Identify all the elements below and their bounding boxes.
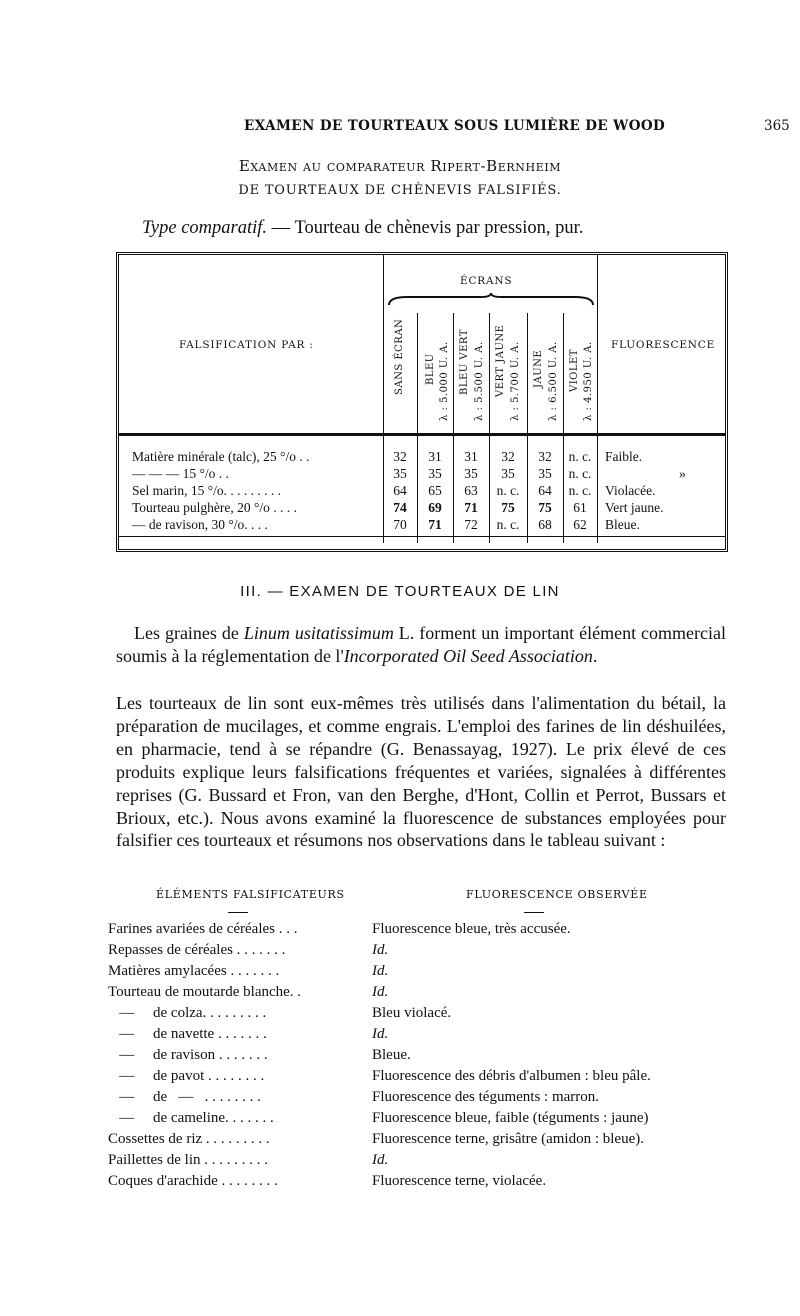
list-item (108, 942, 748, 963)
item-value: Fluorescence terne, violacée. (372, 1173, 547, 1189)
cell-value: 31 (464, 449, 478, 464)
cell-value: 74 (393, 500, 407, 515)
cell-value: 63 (464, 483, 478, 498)
list-item (108, 963, 748, 984)
section-title: III. — EXAMEN DE TOURTEAUX DE LIN (240, 583, 560, 600)
item-label: — de cameline. . . . . . . (108, 1110, 274, 1126)
item-value: Fluorescence des débris d'albumen : bleu pâle. (372, 1068, 651, 1084)
data-table (116, 252, 728, 552)
cell-value: n. c. (496, 483, 520, 498)
cell-value: 35 (464, 466, 478, 481)
list-item (108, 921, 748, 942)
item-value: Bleu violacé. (372, 1005, 452, 1021)
col-jaune: JAUNE (533, 349, 544, 388)
list-item (108, 1152, 748, 1173)
item-label: Paillettes de lin . . . . . . . . . (108, 1152, 268, 1168)
paragraph-2: Les tourteaux de lin sont eux-mêmes très utilisés dans l'alimentation du bétail, la préparation de mucilages, et comme engrais. L'emploi des farines de lin déshuilées, en pharmacie, tend à se répandre (G. Benassayag, 1927). Le prix élevé de ces produits explique leurs falsifications fréquentes et variées, signalées à différentes reprises (G. Bussard et Fron, van den Berghe, d'Hont, Collin et Perrot, Bussars et Brioux, etc.). Nous avons examiné la fluorescence de substances employées pour falsifier ces tourteaux et résumons nos observations dans le tableau suivant : (116, 693, 726, 851)
col-bleu: BLEU (425, 353, 436, 385)
list-item (108, 1068, 748, 1089)
item-value: Fluorescence des téguments : marron. (372, 1089, 600, 1105)
running-title: EXAMEN DE TOURTEAUX SOUS LUMIÈRE DE WOOD (244, 118, 666, 134)
paragraph-1: Les graines de Linum usitatissimum L. forment un important élément commercial soumis à la réglementation de l'Incorporated Oil Seed Association. (116, 623, 726, 666)
item-value: Id. (372, 942, 389, 958)
cell-value: n. c. (568, 483, 592, 498)
col-vert-jaune-lambda: λ : 5.700 U. A. (510, 341, 521, 421)
ecrans-brace (387, 293, 595, 307)
table-row (119, 517, 725, 533)
list-item (108, 1005, 748, 1026)
col-bleu-vert: BLEU VERT (459, 329, 470, 395)
list-item (108, 1110, 748, 1131)
cell-value: 71 (428, 517, 442, 532)
falsification-header: FALSIFICATION PAR : (179, 339, 314, 351)
type-text: — Tourteau de chènevis par pression, pur. (267, 218, 584, 238)
cell-value: 32 (538, 449, 552, 464)
row-fluorescence: Violacée. (605, 483, 656, 498)
cell-value: 32 (501, 449, 515, 464)
list-head-left: ÉLÉMENTS FALSIFICATEURS (156, 888, 345, 901)
item-value: Bleue. (372, 1047, 411, 1063)
cell-value: 64 (393, 483, 407, 498)
cell-value: 68 (538, 517, 552, 532)
row-fluorescence: Bleue. (605, 517, 640, 532)
cell-value: 65 (428, 483, 442, 498)
page-number: 365 (764, 118, 790, 134)
item-label: — de colza. . . . . . . . . (108, 1005, 267, 1021)
item-value: Id. (372, 1152, 389, 1168)
row-falsification: — — — 15 °/o . . (132, 466, 229, 481)
list-item (108, 1131, 748, 1152)
cell-value: n. c. (496, 517, 520, 532)
table-row (119, 449, 725, 465)
col-violet-lambda: λ : 4.950 U. A. (583, 341, 594, 421)
type-label: Type comparatif. (142, 218, 268, 238)
list-item (108, 1047, 748, 1068)
cell-value: 69 (428, 500, 442, 515)
fluorescence-header: FLUORESCENCE (611, 339, 716, 351)
row-falsification: — de ravison, 30 °/o. . . . (132, 517, 268, 532)
cell-value: 64 (538, 483, 552, 498)
ecrans-header: ÉCRANS (460, 275, 513, 287)
cell-value: 35 (538, 466, 552, 481)
item-label: Tourteau de moutarde blanche. . (108, 984, 302, 1000)
row-fluorescence: » (679, 466, 686, 481)
item-label: Matières amylacées . . . . . . . (108, 963, 280, 979)
item-value: Id. (372, 1026, 389, 1042)
cell-value: 72 (464, 517, 478, 532)
cell-value: 35 (428, 466, 442, 481)
cell-value: 35 (501, 466, 515, 481)
item-label: — de — . . . . . . . . (108, 1089, 261, 1105)
cell-value: 70 (393, 517, 407, 532)
cell-value: 31 (428, 449, 442, 464)
item-label: — de pavot . . . . . . . . (108, 1068, 265, 1084)
list-item (108, 1173, 748, 1194)
item-value: Fluorescence bleue, très accusée. (372, 921, 571, 937)
col-bleu-vert-lambda: λ : 5.500 U. A. (474, 341, 485, 421)
item-label: — de navette . . . . . . . (108, 1026, 267, 1042)
col-bleu-lambda: λ : 5.000 U. A. (439, 341, 450, 421)
type-comparatif-line (142, 218, 583, 239)
list-item (108, 1089, 748, 1110)
table-row (119, 483, 725, 499)
col-sans-ecran: SANS ÉCRAN (394, 318, 405, 395)
cell-value: 71 (464, 500, 478, 515)
item-label: Farines avariées de céréales . . . (108, 921, 298, 937)
col-jaune-lambda: λ : 6.500 U. A. (548, 341, 559, 421)
cell-value: 62 (573, 517, 587, 532)
cell-value: n. c. (568, 449, 592, 464)
item-label: Repasses de céréales . . . . . . . (108, 942, 286, 958)
row-falsification: Tourteau pulghère, 20 °/o . . . . (132, 500, 297, 515)
row-falsification: Sel marin, 15 °/o. . . . . . . . . (132, 483, 282, 498)
item-value: Fluorescence terne, grisâtre (amidon : bleue). (372, 1131, 644, 1147)
table-title-line1: Examen au comparateur Ripert-Bernheim (238, 157, 562, 175)
item-label: Coques d'arachide . . . . . . . . (108, 1173, 278, 1189)
item-value: Fluorescence bleue, faible (téguments : jaune) (372, 1110, 649, 1126)
cell-value: 35 (393, 466, 407, 481)
cell-value: 75 (501, 500, 515, 515)
table-row (119, 466, 725, 482)
table-title-line2: DE TOURTEAUX DE CHÈNEVIS FALSIFIÉS. (238, 183, 562, 198)
item-label: Cossettes de riz . . . . . . . . . (108, 1131, 270, 1147)
cell-value: 61 (573, 500, 587, 515)
col-vert-jaune: VERT JAUNE (495, 324, 506, 397)
item-value: Id. (372, 963, 389, 979)
cell-value: 75 (538, 500, 552, 515)
list-item (108, 1026, 748, 1047)
item-value: Id. (372, 984, 389, 1000)
col-violet: VIOLET (569, 349, 580, 392)
cell-value: n. c. (568, 466, 592, 481)
item-label: — de ravison . . . . . . . (108, 1047, 268, 1063)
row-falsification: Matière minérale (talc), 25 °/o . . (132, 449, 310, 464)
row-fluorescence: Faible. (605, 449, 643, 464)
table-row (119, 500, 725, 516)
cell-value: 32 (393, 449, 407, 464)
list-head-right: FLUORESCENCE OBSERVÉE (466, 888, 648, 901)
list-item (108, 984, 748, 1005)
row-fluorescence: Vert jaune. (605, 500, 664, 515)
